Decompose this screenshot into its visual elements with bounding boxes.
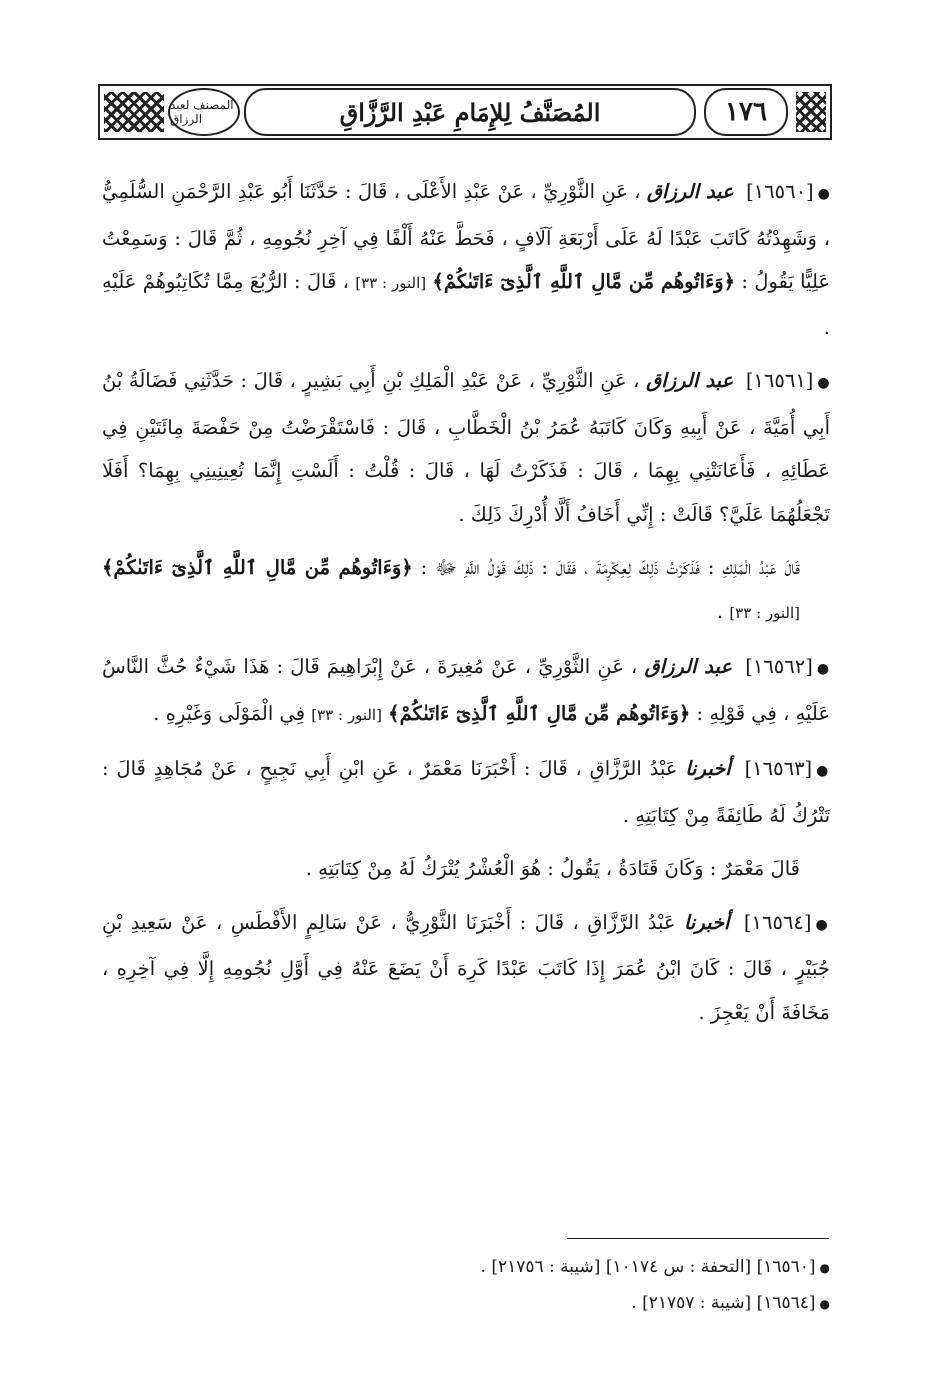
commentary-text: قَالَ مَعْمَرٌ : وَكَانَ قَتَادَةُ ، يَقُولُ : هُوَ الْعُشْرُ يُتْرَكُ لَهُ مِنْ كِتَابَتِهِ . (305, 857, 800, 880)
entry-number: ● [١٦٥٦٤] (744, 911, 830, 934)
entry-text: ، عَنِ الثَّوْرِيِّ ، عَنْ مُغِيرَةَ ، عَنْ إِبْرَاهِيمَ قَالَ : هَذَا شَيْءٌ حُثَّ النَّاسُ عَلَيْهِ ، فِي قَوْلِهِ : (102, 655, 830, 725)
commentary-paragraph (102, 847, 830, 891)
hadith-entry (102, 901, 830, 1035)
hadith-entry (102, 645, 830, 737)
header-title-frame (244, 88, 696, 136)
entry-number: ● [١٦٥٦٣] (745, 757, 830, 780)
entry-number: ● [١٦٥٦٠] (746, 180, 830, 203)
commentary-paragraph (102, 546, 830, 635)
quran-quote: ﴿وَءَاتُوهُم مِّن مَّالِ ٱللَّهِ ٱلَّذِىٓ ءَاتَىٰكُمْ﴾ (432, 270, 736, 293)
entry-text: عَبْدُ الرَّزَّاقِ ، قَالَ : أَخْبَرَنَا الثَّوْرِيُّ ، عَنْ سَالِمٍ الأَفْطَسِ ، عَنْ سَعِيدِ بْنِ جُبَيْرٍ ، قَالَ : كَانَ ابْنُ عُمَرَ إِذَا كَاتَبَ عَبْدًا كَرِهَ أَنْ يَضَعَ عَنْهُ فِي أَوَّلِ نُجُومِهِ إِلَّا فِي آخِرِهِ ، مَخَافَةَ أَنْ يَعْجِزَ . (102, 910, 830, 1024)
book-title: المُصَنَّفُ لِلإِمَامِ عَبْدِ الرَّزَّاقِ (339, 97, 601, 127)
hadith-entry (102, 747, 830, 837)
footnotes (102, 1250, 830, 1322)
hadith-entry (102, 170, 830, 349)
entry-text-end: فِي الْمَوْلَى وَغَيْرِهِ . (153, 701, 306, 725)
commentary-text: قَالَ عَبْدُ الْمَلِكِ : فَذَكَرْتُ ذَلِكَ لِعِكْرِمَةَ ، فَقَالَ : ذَلِكَ قَوْلُ اللَّهِ ﷻ : (420, 556, 800, 579)
footnote: ● [١٦٥٦٠] [التحفة : س ١٠١٧٤] [شيبة : ٢١٧٥٦] . (102, 1250, 830, 1286)
page-header (98, 84, 832, 140)
narrator-name: عبد الرزاق (646, 180, 734, 203)
ornament-right (796, 92, 826, 132)
quran-quote: ﴿وَءَاتُوهُم مِّن مَّالِ ٱللَّهِ ٱلَّذِىٓ ءَاتَىٰكُمْ﴾ (102, 556, 413, 579)
commentary-text-end: . (716, 599, 724, 623)
main-text (102, 170, 830, 1044)
seal-logo: المصنف لعبد الرزاق (168, 88, 240, 136)
quran-source: [النور : ٣٣] (355, 274, 427, 292)
entry-text: ، عَنِ الثَّوْرِيِّ ، عَنْ عَبْدِ الْمَلِكِ بْنِ أَبِي بَشِيرٍ ، قَالَ : حَدَّثَنِي فَضَالَةُ بْنُ أَبِي أُمَيَّةَ ، عَنْ أَبِيهِ وَكَانَ كَاتَبَهُ عُمَرُ بْنُ الْخَطَّابِ ، قَالَ : فَاسْتَقْرَضْتُ مِنْ حَفْصَةَ مِائَتَيْنِ فِي عَطَائِهِ ، فَأَعَانَتْنِي بِهِمَا ، قَالَ : فَذَكَرْتُ لَهَا ، قَالَ : قُلْتُ : أَلَسْتِ إِنَّمَا تُعِينِينِي بِهِمَا؟ أَفَلَا تَجْعَلُهُمَا عَلَيَّ؟ قَالَتْ : إِنِّي أَخَافُ أَلَّا أُدْرِكَ ذَلِكَ . (102, 369, 831, 526)
narrator-name: عبد الرزاق (644, 655, 733, 678)
entry-text-end: ، قَالَ : الرُّبُعَ مِمَّا تُكَاتِبُوهُمْ عَلَيْهِ . (102, 270, 830, 339)
footnote: ● [١٦٥٦٤] [شيبة : ٢١٧٥٧] . (102, 1286, 830, 1322)
narrator-name: أخبرنا (685, 757, 731, 780)
entry-text: عَبْدُ الرَّزَّاقِ ، قَالَ : أَخْبَرَنَا مَعْمَرٌ ، عَنِ ابْنِ أَبِي نَجِيحٍ ، عَنْ مُجَاهِدٍ قَالَ : تَتْرُكُ لَهُ طَائِفَةً مِنْ كِتَابَتِهِ . (102, 757, 830, 827)
footnote-divider (567, 1238, 829, 1239)
hadith-entry (102, 359, 830, 536)
entry-text: ، عَنِ الثَّوْرِيِّ ، عَنْ عَبْدِ الأَعْلَى ، قَالَ : حَدَّثَنَا أَبُو عَبْدِ الرَّحْمَنِ السُّلَمِيُّ ، وَشَهِدْتُهُ كَاتَبَ عَبْدًا لَهُ عَلَى أَرْبَعَةِ آلَافٍ ، فَحَطَّ عَنْهُ أَلْفًا فِي آخِرِ نُجُومِهِ ، ثُمَّ قَالَ : وَسَمِعْتُ عَلِيًّا يَقُولُ : (102, 180, 831, 293)
entry-number: ● [١٦٥٦١] (746, 369, 830, 392)
quran-quote: ﴿وَءَاتُوهُم مِّن مَّالِ ٱللَّهِ ٱلَّذِىٓ ءَاتَىٰكُمْ﴾ (388, 701, 691, 725)
page-number: ١٧٦ (725, 97, 767, 127)
ornament-left (104, 92, 164, 132)
quran-source: [النور : ٣٣] (311, 705, 382, 724)
narrator-name: عبد الرزاق (646, 369, 734, 392)
entry-number: ● [١٦٥٦٢] (745, 655, 830, 678)
quran-source: [النور : ٣٣] (729, 603, 800, 622)
page-number-frame (704, 88, 788, 136)
narrator-name: أخبرنا (683, 910, 730, 934)
